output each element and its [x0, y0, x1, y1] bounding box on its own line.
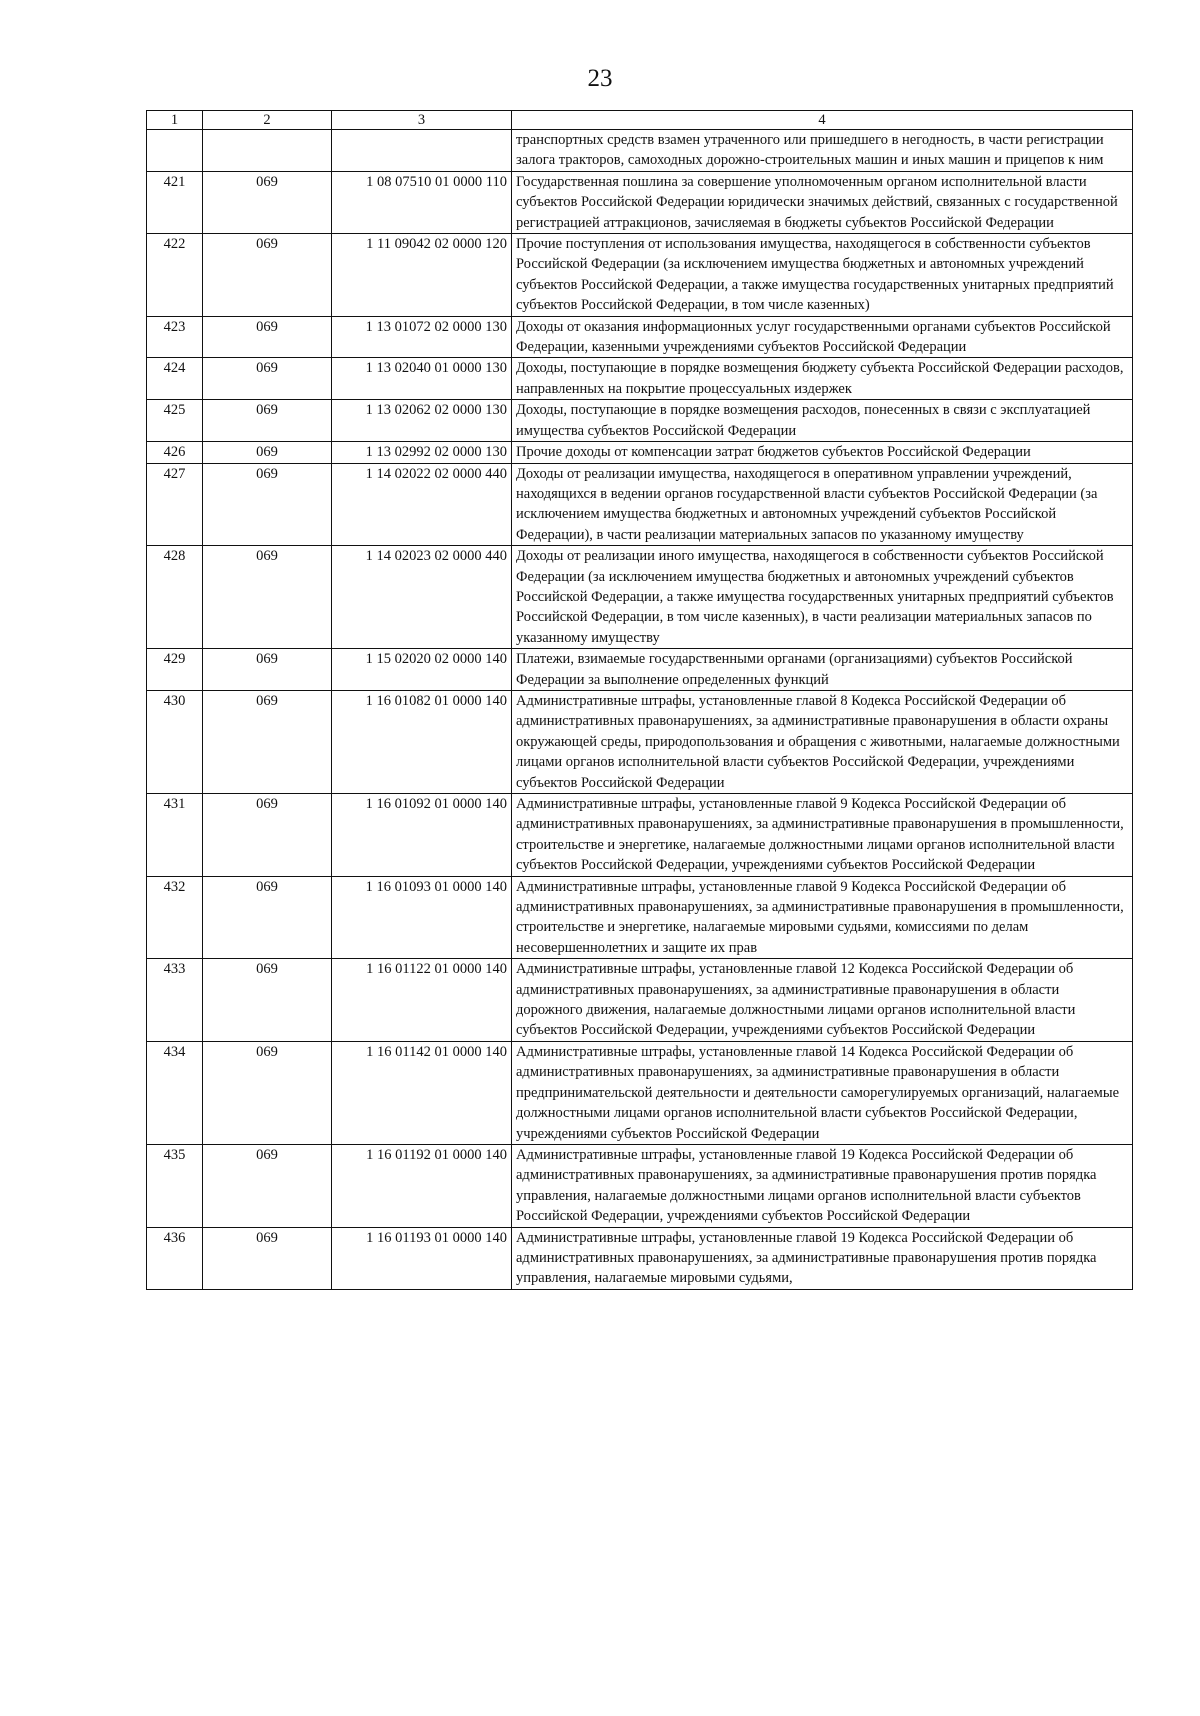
- table-row: [147, 690, 1133, 793]
- table-row: [147, 1227, 1133, 1289]
- revenue-description: Доходы от реализации иного имущества, находящегося в собственности субъектов Российской Федерации (за исключением имущества бюджетных и автономных учреждений субъектов Российской Федерации, а также имущества государственных унитарных предприятий субъектов Российской Федерации, в том числе казенных), в части реализации материальных запасов по указанному имуществу: [512, 546, 1133, 649]
- row-number: 434: [147, 1041, 203, 1144]
- row-number: 427: [147, 463, 203, 546]
- row-number: 428: [147, 546, 203, 649]
- administrator-code: [203, 130, 332, 172]
- budget-classification-code: 1 14 02023 02 0000 440: [332, 546, 512, 649]
- row-number: 422: [147, 234, 203, 317]
- row-number: 430: [147, 690, 203, 793]
- table-row: [147, 400, 1133, 442]
- budget-classification-code: 1 13 01072 02 0000 130: [332, 316, 512, 358]
- budget-classification-code: 1 16 01093 01 0000 140: [332, 876, 512, 959]
- administrator-code: 069: [203, 1041, 332, 1144]
- table-row: [147, 649, 1133, 691]
- budget-classification-code: 1 14 02022 02 0000 440: [332, 463, 512, 546]
- administrator-code: 069: [203, 316, 332, 358]
- column-header-description: 4: [512, 111, 1133, 130]
- administrator-code: 069: [203, 463, 332, 546]
- table-row: [147, 1144, 1133, 1227]
- budget-classification-code: 1 16 01092 01 0000 140: [332, 794, 512, 877]
- administrator-code: 069: [203, 400, 332, 442]
- revenue-codes-table: [146, 110, 1133, 1290]
- table-row: [147, 959, 1133, 1042]
- budget-classification-code: 1 08 07510 01 0000 110: [332, 171, 512, 233]
- budget-classification-code: 1 16 01122 01 0000 140: [332, 959, 512, 1042]
- administrator-code: 069: [203, 649, 332, 691]
- administrator-code: 069: [203, 959, 332, 1042]
- budget-classification-code: 1 16 01142 01 0000 140: [332, 1041, 512, 1144]
- budget-classification-code: 1 13 02992 02 0000 130: [332, 442, 512, 463]
- table-row: [147, 171, 1133, 233]
- budget-classification-code: [332, 130, 512, 172]
- budget-classification-code: 1 16 01192 01 0000 140: [332, 1144, 512, 1227]
- table-header-row: [147, 111, 1133, 130]
- row-number: 423: [147, 316, 203, 358]
- table-row: [147, 316, 1133, 358]
- table-row: [147, 130, 1133, 172]
- budget-classification-code: 1 16 01082 01 0000 140: [332, 690, 512, 793]
- revenue-description: Административные штрафы, установленные главой 19 Кодекса Российской Федерации об административных правонарушениях, за административные правонарушения против порядка управления, налагаемые мировыми судьями,: [512, 1227, 1133, 1289]
- revenue-description: Административные штрафы, установленные главой 12 Кодекса Российской Федерации об административных правонарушениях, за административные правонарушения в области дорожного движения, налагаемые должностными лицами органов исполнительной власти субъектов Российской Федерации, учреждениями субъектов Российской Федерации: [512, 959, 1133, 1042]
- revenue-description: Административные штрафы, установленные главой 14 Кодекса Российской Федерации об административных правонарушениях, за административные правонарушения в области предпринимательской деятельности и деятельности саморегулируемых организаций, налагаемые должностными лицами органов исполнительной власти субъектов Российской Федерации, учреждениями субъектов Российской Федерации: [512, 1041, 1133, 1144]
- column-header-code: 3: [332, 111, 512, 130]
- row-number: 435: [147, 1144, 203, 1227]
- row-number: 425: [147, 400, 203, 442]
- table-body: [147, 130, 1133, 1290]
- row-number: 432: [147, 876, 203, 959]
- administrator-code: 069: [203, 234, 332, 317]
- table-row: [147, 794, 1133, 877]
- budget-classification-code: 1 15 02020 02 0000 140: [332, 649, 512, 691]
- column-header-administrator: 2: [203, 111, 332, 130]
- revenue-description: Прочие доходы от компенсации затрат бюджетов субъектов Российской Федерации: [512, 442, 1133, 463]
- revenue-description: Административные штрафы, установленные главой 19 Кодекса Российской Федерации об административных правонарушениях, за административные правонарушения против порядка управления, налагаемые должностными лицами органов исполнительной власти субъектов Российской Федерации, учреждениями субъектов Российской Федерации: [512, 1144, 1133, 1227]
- budget-classification-code: 1 16 01193 01 0000 140: [332, 1227, 512, 1289]
- row-number: 429: [147, 649, 203, 691]
- table-row: [147, 358, 1133, 400]
- table-row: [147, 1041, 1133, 1144]
- revenue-description: Доходы от оказания информационных услуг государственными органами субъектов Российской Федерации, казенными учреждениями субъектов Российской Федерации: [512, 316, 1133, 358]
- administrator-code: 069: [203, 171, 332, 233]
- budget-classification-code: 1 13 02040 01 0000 130: [332, 358, 512, 400]
- budget-classification-code: 1 13 02062 02 0000 130: [332, 400, 512, 442]
- revenue-description: Платежи, взимаемые государственными органами (организациями) субъектов Российской Федерации за выполнение определенных функций: [512, 649, 1133, 691]
- administrator-code: 069: [203, 690, 332, 793]
- revenue-description: Доходы, поступающие в порядке возмещения расходов, понесенных в связи с эксплуатацией имущества субъектов Российской Федерации: [512, 400, 1133, 442]
- column-header-number: 1: [147, 111, 203, 130]
- row-number: 421: [147, 171, 203, 233]
- revenue-description: Доходы, поступающие в порядке возмещения бюджету субъекта Российской Федерации расходов, направленных на покрытие процессуальных издержек: [512, 358, 1133, 400]
- table-row: [147, 463, 1133, 546]
- revenue-description: Административные штрафы, установленные главой 9 Кодекса Российской Федерации об административных правонарушениях, за административные правонарушения в промышленности, строительстве и энергетике, налагаемые мировыми судьями, комиссиями по делам несовершеннолетних и защите их прав: [512, 876, 1133, 959]
- page-number: 23: [587, 65, 613, 92]
- revenue-description: Прочие поступления от использования имущества, находящегося в собственности субъектов Российской Федерации (за исключением имущества бюджетных и автономных учреждений субъектов Российской Федерации, а также имущества государственных унитарных предприятий субъектов Российской Федерации, в том числе казенных): [512, 234, 1133, 317]
- revenue-description: Административные штрафы, установленные главой 8 Кодекса Российской Федерации об административных правонарушениях, за административные правонарушения в области охраны окружающей среды, природопользования и обращения с животными, налагаемые должностными лицами органов исполнительной власти субъектов Российской Федерации, учреждениями субъектов Российской Федерации: [512, 690, 1133, 793]
- row-number: 433: [147, 959, 203, 1042]
- budget-classification-code: 1 11 09042 02 0000 120: [332, 234, 512, 317]
- table-row: [147, 876, 1133, 959]
- table-row: [147, 234, 1133, 317]
- administrator-code: 069: [203, 442, 332, 463]
- row-number: [147, 130, 203, 172]
- revenue-description: Доходы от реализации имущества, находящегося в оперативном управлении учреждений, находящихся в ведении органов государственной власти субъектов Российской Федерации (за исключением имущества бюджетных и автономных учреждений субъектов Российской Федерации), в части реализации материальных запасов по указанному имуществу: [512, 463, 1133, 546]
- row-number: 424: [147, 358, 203, 400]
- row-number: 426: [147, 442, 203, 463]
- table-row: [147, 442, 1133, 463]
- administrator-code: 069: [203, 546, 332, 649]
- revenue-description: транспортных средств взамен утраченного или пришедшего в негодность, в части регистрации залога тракторов, самоходных дорожно-строительных машин и иных машин и прицепов к ним: [512, 130, 1133, 172]
- row-number: 436: [147, 1227, 203, 1289]
- revenue-description: Административные штрафы, установленные главой 9 Кодекса Российской Федерации об административных правонарушениях, за административные правонарушения в промышленности, строительстве и энергетике, налагаемые должностными лицами органов исполнительной власти субъектов Российской Федерации, учреждениями субъектов Российской Федерации: [512, 794, 1133, 877]
- administrator-code: 069: [203, 876, 332, 959]
- row-number: 431: [147, 794, 203, 877]
- table-row: [147, 546, 1133, 649]
- revenue-description: Государственная пошлина за совершение уполномоченным органом исполнительной власти субъектов Российской Федерации юридически значимых действий, связанных с государственной регистрацией аттракционов, зачисляемая в бюджеты субъектов Российской Федерации: [512, 171, 1133, 233]
- administrator-code: 069: [203, 1144, 332, 1227]
- administrator-code: 069: [203, 1227, 332, 1289]
- administrator-code: 069: [203, 794, 332, 877]
- administrator-code: 069: [203, 358, 332, 400]
